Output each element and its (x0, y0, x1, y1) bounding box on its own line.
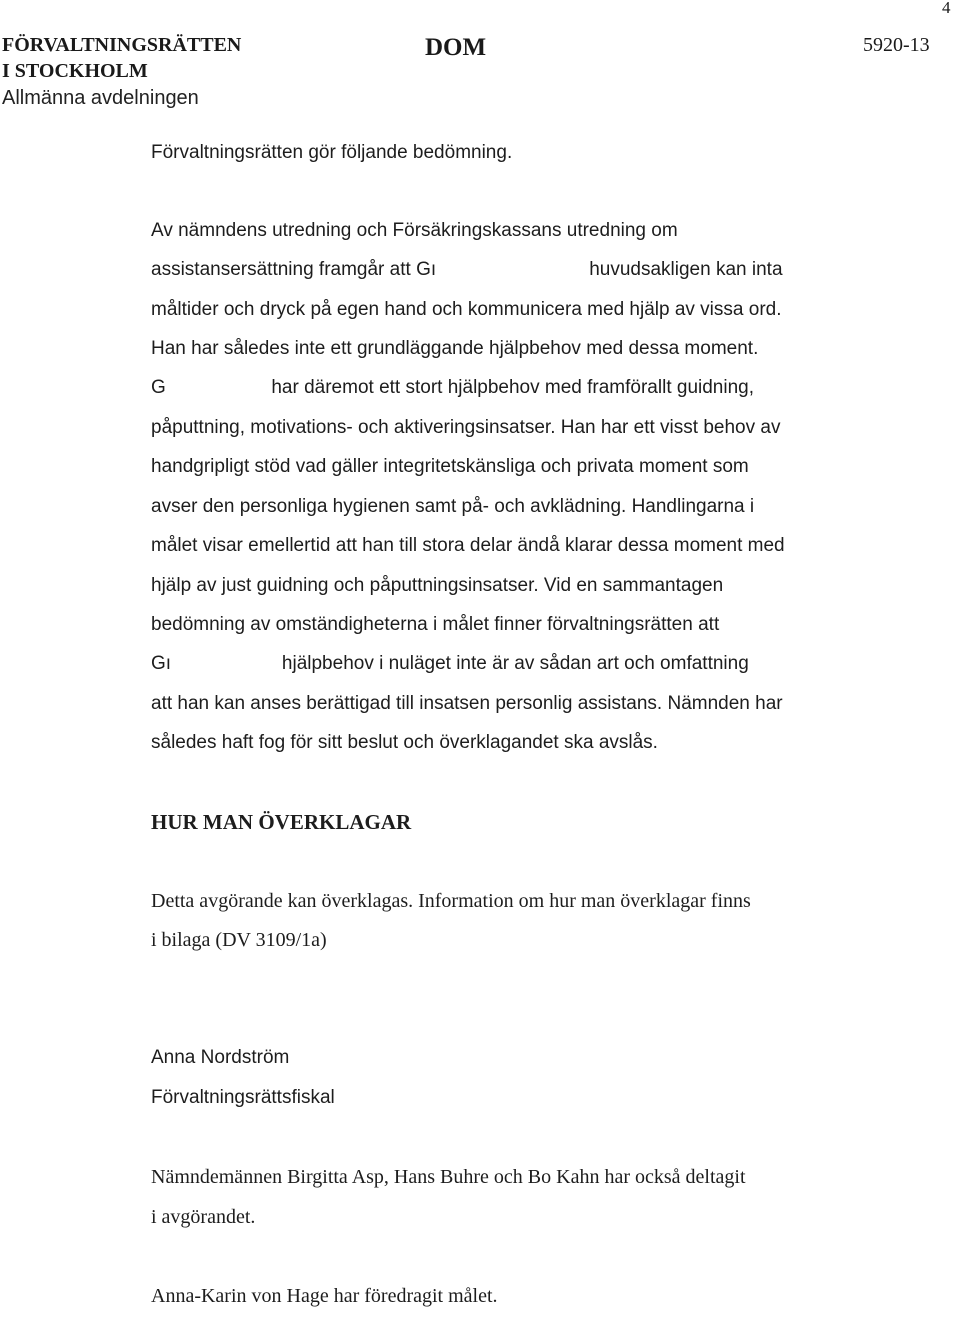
assessment-line: att han kan anses berättigad till insatsen personlig assistans. Nämnden har (151, 693, 783, 714)
assessment-line: Av nämndens utredning och Försäkringskassans utredning om (151, 220, 678, 241)
presenter-note: Anna-Karin von Hage har föredragit målet. (151, 1285, 498, 1307)
document-type: DOM (425, 34, 487, 61)
lay-judges-note: Nämndemännen Birgitta Asp, Hans Buhre och Bo Kahn har också deltagit (151, 1166, 746, 1188)
signer-name: Anna Nordström (151, 1047, 290, 1068)
assessment-line: måltider och dryck på egen hand och kommunicera med hjälp av vissa ord. (151, 299, 782, 320)
assessment-line: påputtning, motivations- och aktiveringsinsatser. Han har ett visst behov av (151, 417, 781, 438)
appeal-text: Detta avgörande kan överklagas. Information om hur man överklagar finns (151, 890, 751, 912)
appeal-heading: HUR MAN ÖVERKLAGAR (151, 810, 412, 834)
assessment-line: således haft fog för sitt beslut och överklagandet ska avslås. (151, 732, 658, 753)
assessment-line: bedömning av omständigheterna i målet finner förvaltningsrätten att (151, 614, 720, 635)
court-name-line-2: I STOCKHOLM (2, 60, 148, 82)
assessment-line: avser den personliga hygienen samt på- och avklädning. Handlingarna i (151, 496, 755, 517)
page-number: 4 (942, 0, 951, 17)
assessment-line: hjälp av just guidning och påputtningsinsatser. Vid en sammantagen (151, 575, 724, 596)
case-number: 5920-13 (863, 34, 930, 56)
signer-title: Förvaltningsrättsfiskal (151, 1087, 335, 1108)
assessment-line: målet visar emellertid att han till stora delar ändå klarar dessa moment med (151, 535, 785, 556)
assessment-line: handgripligt stöd vad gäller integritetskänsliga och privata moment som (151, 456, 749, 477)
assessment-line: Han har således inte ett grundläggande hjälpbehov med dessa moment. (151, 338, 759, 359)
appeal-text: i bilaga (DV 3109/1a) (151, 929, 327, 951)
court-name-line-1: FÖRVALTNINGSRÄTTEN (2, 34, 242, 56)
court-division: Allmänna avdelningen (2, 87, 199, 109)
assessment-line: Gı hjälpbehov i nuläget inte är av sådan art och omfattning (151, 653, 749, 674)
assessment-line: G har däremot ett stort hjälpbehov med framförallt guidning, (151, 377, 754, 398)
assessment-intro: Förvaltningsrätten gör följande bedömning. (151, 142, 513, 163)
assessment-line: assistansersättning framgår att Gı huvudsakligen kan inta (151, 259, 783, 280)
lay-judges-note: i avgörandet. (151, 1206, 256, 1228)
